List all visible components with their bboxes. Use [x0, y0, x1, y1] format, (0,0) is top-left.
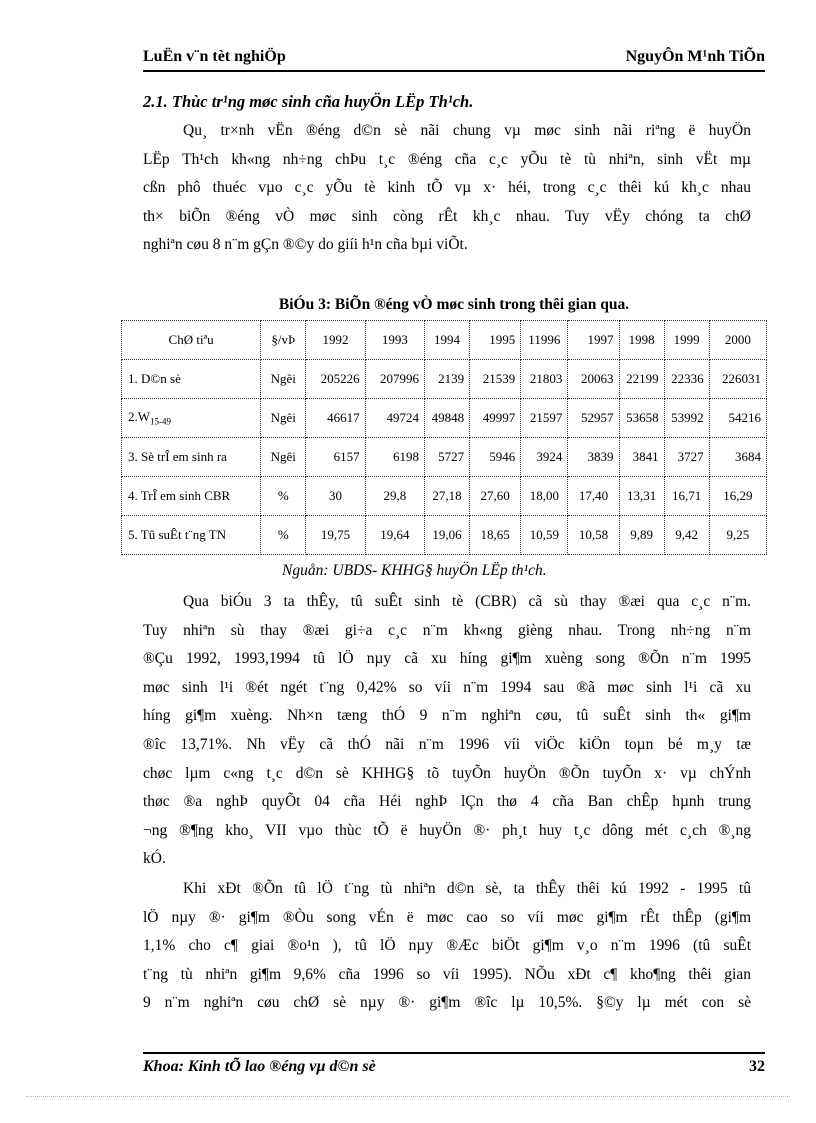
- page-footer: [143, 1052, 765, 1075]
- header-cell: 11996: [521, 321, 568, 360]
- paragraph-line: 1,1% cho c¶ giai ®o¹n ), tû lÖ nµy ®Æc biÖt gi¶m v¸o n¨m 1996 (tû suÊt: [143, 937, 751, 955]
- row-label: [122, 399, 261, 438]
- row-label: 3. Sè trÎ em sinh ra: [122, 438, 261, 477]
- value-cell: 207996: [365, 360, 424, 399]
- table-row: [122, 477, 767, 516]
- paragraph-line: cßn phô thuéc vµo c¸c yÕu tè kinh tÕ vµ x· héi, trong c¸c thêi kú kh¸c nhau: [143, 179, 751, 197]
- paragraph-line: Qua biÓu 3 ta thÊy, tû suÊt sinh tè (CBR) cã sù thay ®æi qua c¸c n¨m.: [183, 593, 751, 610]
- paragraph-natural-growth: [143, 875, 751, 1018]
- value-cell: 27,60: [470, 477, 521, 516]
- value-cell: 6198: [365, 438, 424, 477]
- unit-cell: %: [261, 516, 306, 555]
- page-header: [143, 44, 765, 72]
- value-cell: 19,06: [425, 516, 470, 555]
- value-cell: 3839: [568, 438, 619, 477]
- section-title: 2.1. Thùc tr¹ng møc sinh cña huyÖn LËp Th¹ch.: [143, 92, 474, 111]
- paragraph-line: híng gi¶m xuèng. Nh×n tæng thÓ 9 n¨m nghiªn cøu, tû suÊt sinh th« gi¶m: [143, 707, 751, 725]
- value-cell: 6157: [306, 438, 365, 477]
- value-cell: 10,58: [568, 516, 619, 555]
- header-cell: 1993: [365, 321, 424, 360]
- value-cell: 18,65: [470, 516, 521, 555]
- page-number: 32: [749, 1058, 765, 1075]
- value-cell: 16,29: [709, 477, 766, 516]
- header-cell: 1998: [619, 321, 664, 360]
- paragraph-line: th× biÕn ®éng vÒ møc sinh còng rÊt kh¸c nhau. Tuy vËy chóng ta chØ: [143, 207, 751, 225]
- table-title: BiÓu 3: BiÕn ®éng vÒ møc sinh trong thêi gian qua.: [278, 296, 630, 313]
- paragraph-line: thøc ®a nghÞ quyÕt 04 cña Héi nghÞ lÇn thø 4 cña Ban chÊp hµnh trung: [143, 793, 751, 811]
- value-cell: 9,89: [619, 516, 664, 555]
- value-cell: 49997: [470, 399, 521, 438]
- paragraph-line: ®îc 13,71%. Nh vËy cã thÓ nãi n¨m 1996 víi viÖc kiÖn toµn bé m¸y tæ: [143, 735, 751, 753]
- value-cell: 21803: [521, 360, 568, 399]
- value-cell: 52957: [568, 399, 619, 438]
- value-cell: 49724: [365, 399, 424, 438]
- paragraph-line: LËp Th¹ch kh«ng nh÷ng chÞu t¸c ®éng cña c¸c yÕu tè tù nhiªn, sinh vËt mµ: [143, 150, 751, 168]
- table-row: [122, 399, 767, 438]
- value-cell: 5946: [470, 438, 521, 477]
- paragraph-intro: [143, 117, 751, 260]
- header-author-name: NguyÔn M¹nh TiÕn: [625, 48, 765, 65]
- paragraph-line: ®Çu 1992, 1993,1994 tû lÖ nµy cã xu híng gi¶m xuèng song ®Õn n¨m 1995: [143, 650, 751, 668]
- table-row: [122, 516, 767, 555]
- value-cell: 10,59: [521, 516, 568, 555]
- value-cell: 226031: [709, 360, 766, 399]
- value-cell: 9,25: [709, 516, 766, 555]
- table-header-row: [122, 321, 767, 360]
- row-label: 5. Tû suÊt t¨ng TN: [122, 516, 261, 555]
- header-cell: 1997: [568, 321, 619, 360]
- value-cell: 16,71: [664, 477, 709, 516]
- unit-cell: %: [261, 477, 306, 516]
- header-cell: 1992: [306, 321, 365, 360]
- value-cell: 30: [306, 477, 365, 516]
- row-label: 4. TrÎ em sinh CBR: [122, 477, 261, 516]
- header-cell: ChØ tiªu: [122, 321, 261, 360]
- paragraph-line: 9 n¨m nghiªn cøu chØ sè nµy ®· gi¶m ®îc lµ 10,5%. §©y lµ mét con sè: [143, 994, 751, 1012]
- paragraph-line: lÖ nµy ®· gi¶m ®Òu song vÉn ë møc cao so víi møc gi¶m rÊt thÊp (gi¶m: [143, 908, 751, 926]
- value-cell: 29,8: [365, 477, 424, 516]
- value-cell: 205226: [306, 360, 365, 399]
- paragraph-line: nghiªn cøu 8 n¨m gÇn ®©y do giíi h¹n cña bµi viÕt.: [143, 236, 468, 254]
- value-cell: 54216: [709, 399, 766, 438]
- unit-cell: Ngêi: [261, 438, 306, 477]
- value-cell: 20063: [568, 360, 619, 399]
- unit-cell: Ngêi: [261, 360, 306, 399]
- header-cell: 1995: [470, 321, 521, 360]
- value-cell: 53992: [664, 399, 709, 438]
- paragraph-line: chøc lµm c«ng t¸c d©n sè KHHG§ tõ tuyÕn huyÖn ®Õn tuyÕn x· vµ chÝnh: [143, 764, 751, 782]
- value-cell: 3924: [521, 438, 568, 477]
- value-cell: 18,00: [521, 477, 568, 516]
- paragraph-analysis: [143, 588, 751, 874]
- footer-faculty: Khoa: Kinh tÕ lao ®éng vµ d©n sè: [143, 1058, 376, 1075]
- paragraph-line: Khi xÐt ®Õn tû lÖ t¨ng tù nhiªn d©n sè, ta thÊy thêi kú 1992 - 1995 tû: [183, 880, 751, 897]
- paragraph-line: Qu¸ tr×nh vËn ®éng d©n sè nãi chung vµ møc sinh nãi riªng ë huyÖn: [183, 122, 751, 139]
- paragraph-line: kÓ.: [143, 850, 166, 868]
- value-cell: 22199: [619, 360, 664, 399]
- unit-cell: Ngêi: [261, 399, 306, 438]
- row-label: 1. D©n sè: [122, 360, 261, 399]
- value-cell: 3684: [709, 438, 766, 477]
- value-cell: 2139: [425, 360, 470, 399]
- row-label-subscript: 15-49: [150, 416, 172, 427]
- value-cell: 53658: [619, 399, 664, 438]
- header-cell: 2000: [709, 321, 766, 360]
- table-source: Nguån: UBDS- KHHG§ huyÖn LËp th¹ch.: [282, 562, 547, 579]
- table-row: [122, 360, 767, 399]
- value-cell: 19,64: [365, 516, 424, 555]
- value-cell: 9,42: [664, 516, 709, 555]
- row-label-main: 2.W: [128, 409, 151, 425]
- value-cell: 21539: [470, 360, 521, 399]
- value-cell: 27,18: [425, 477, 470, 516]
- paragraph-line: møc sinh l¹i ®ét ngét t¨ng 0,42% so víi n¨m 1994 sau ®ã møc sinh l¹i cã xu: [143, 678, 751, 696]
- header-cell: 1999: [664, 321, 709, 360]
- page-bottom-divider: [26, 1096, 790, 1097]
- value-cell: 3727: [664, 438, 709, 477]
- table-row: [122, 438, 767, 477]
- value-cell: 22336: [664, 360, 709, 399]
- value-cell: 46617: [306, 399, 365, 438]
- value-cell: 49848: [425, 399, 470, 438]
- value-cell: 19,75: [306, 516, 365, 555]
- paragraph-line: t¨ng tù nhiªn gi¶m 9,6% cña 1996 so víi 1995). NÕu xÐt c¶ kho¶ng thêi gian: [143, 965, 751, 983]
- value-cell: 5727: [425, 438, 470, 477]
- value-cell: 21597: [521, 399, 568, 438]
- header-cell: 1994: [425, 321, 470, 360]
- header-cell: §/vÞ: [261, 321, 306, 360]
- paragraph-line: ¬ng ®¶ng kho¸ VII vµo thùc tÕ ë huyÖn ®· ph¸t huy t¸c dông mét c¸ch ®¸ng: [143, 821, 751, 839]
- value-cell: 3841: [619, 438, 664, 477]
- value-cell: 17,40: [568, 477, 619, 516]
- fertility-table: [121, 320, 767, 555]
- paragraph-line: Tuy nhiªn sù thay ®æi gi÷a c¸c n¨m kh«ng gièng nhau. Trong nh÷ng n¨m: [143, 621, 751, 639]
- header-thesis-label: LuËn v¨n tèt nghiÖp: [143, 48, 286, 65]
- value-cell: 13,31: [619, 477, 664, 516]
